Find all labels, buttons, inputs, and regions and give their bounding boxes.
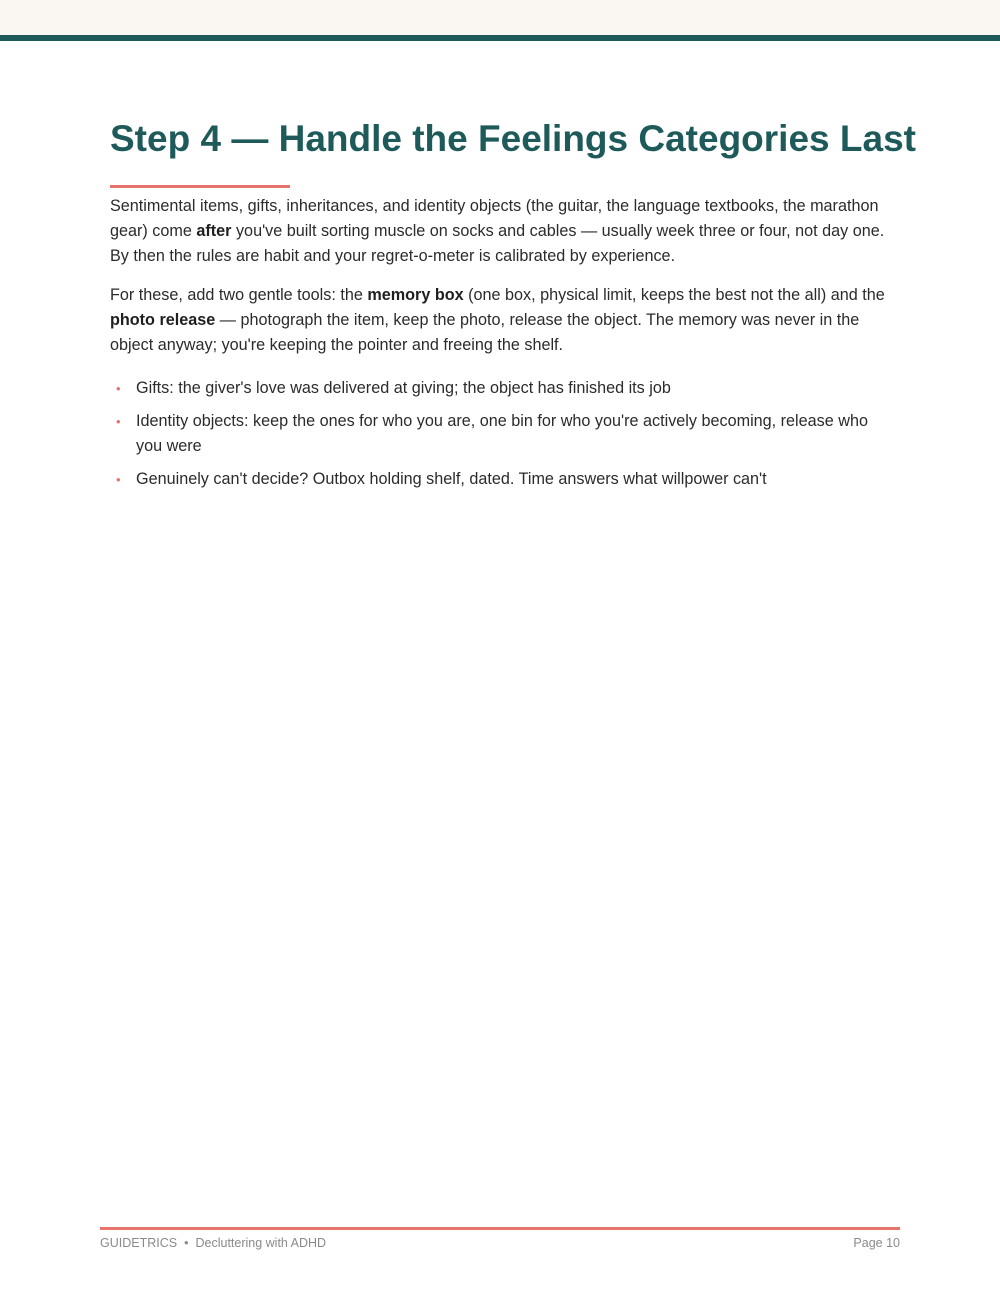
list-item-text: Gifts: the giver's love was delivered at giving; the object has finished its job	[136, 379, 671, 397]
p2-text-2: (one box, physical limit, keeps the best not the all) and the	[463, 286, 885, 304]
p2-text-3: — photograph the item, keep the photo, release the object. The memory was never in the object anyway; you're keeping the pointer and freeing the shelf.	[110, 311, 860, 354]
p2-text-1: For these, add two gentle tools: the	[110, 286, 368, 304]
p1-bold-after: after	[196, 222, 232, 240]
footer-brand: GUIDETRICS	[100, 1236, 178, 1250]
page-title: Step 4 — Handle the Feelings Categories Last	[110, 118, 916, 159]
page-footer	[100, 1236, 900, 1250]
top-rule	[0, 35, 1000, 41]
list-item	[110, 467, 890, 492]
bullet-icon: •	[116, 381, 121, 396]
title-accent-rule	[110, 185, 290, 188]
p2-bold-photo-release: photo release	[110, 311, 216, 329]
p1-text-end: you've built sorting muscle on socks and cables — usually week three or four, not day one. By then the rules are habit and your regret-o-meter is calibrated by experience.	[110, 222, 885, 265]
p2-bold-memory-box: memory box	[367, 286, 464, 304]
list-item-text: Identity objects: keep the ones for who you are, one bin for who you're actively becoming, release who you were	[136, 412, 868, 455]
p1-text-start: Sentimental items, gifts, inheritances, and identity objects (the guitar, the language textbooks, the marathon gear) come	[110, 197, 879, 240]
footer-rule	[100, 1227, 900, 1230]
paragraph-gentle-tools	[110, 283, 890, 358]
paragraph-sentimental-items	[110, 194, 890, 269]
footer-doc-title: Decluttering with ADHD	[195, 1236, 327, 1250]
bullet-list	[110, 376, 890, 492]
list-item-text: Genuinely can't decide? Outbox holding shelf, dated. Time answers what willpower can't	[136, 470, 767, 488]
footer-separator: •	[184, 1236, 189, 1250]
list-item	[110, 409, 890, 459]
bullet-icon: •	[116, 414, 121, 429]
bullet-icon: •	[116, 472, 121, 487]
page-content	[110, 113, 916, 500]
top-band	[0, 0, 1000, 35]
footer-left	[100, 1236, 326, 1250]
list-item	[110, 376, 890, 401]
page-number: Page 10	[853, 1236, 900, 1250]
